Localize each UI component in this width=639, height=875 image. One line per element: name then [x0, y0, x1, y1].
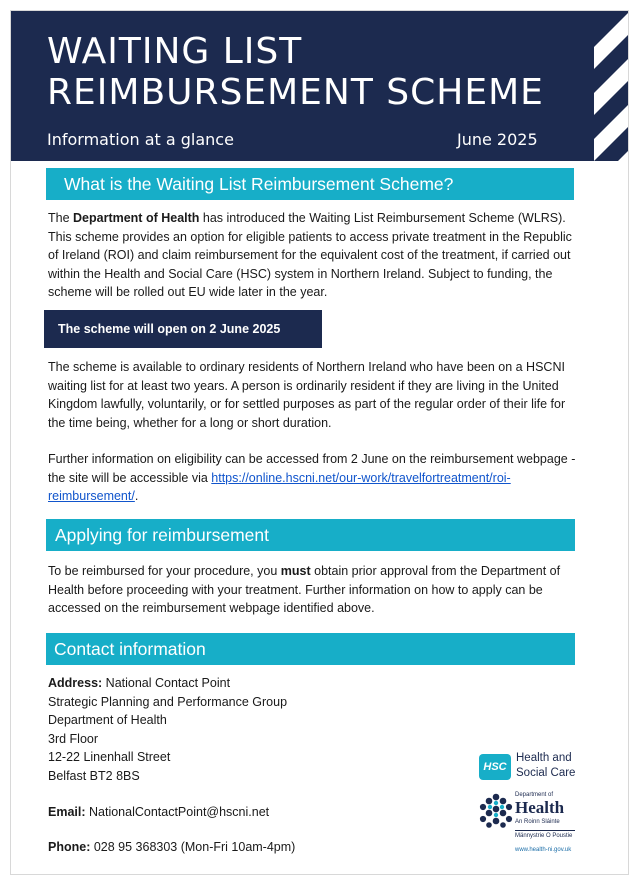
doh-logo-ulster-scots-text: Männystrie O Poustie: [515, 833, 573, 839]
document-page: [10, 10, 629, 875]
section-heading-contact: Contact information: [46, 633, 575, 665]
address-line: [48, 674, 287, 693]
eligibility-paragraph: The scheme is available to ordinary residents of Northern Ireland who have been on a HSCNI waiting list for at least two years. A person is ordinarily resident if they are living in the United Kingdom lawfully, voluntarily, or for settled purposes as part of the regular order of their life for the time being, whether for a long or short duration.: [48, 360, 566, 430]
section-heading-what-is: What is the Waiting List Reimbursement Scheme?: [46, 168, 574, 200]
address-line-1: National Contact Point: [102, 676, 231, 690]
intro-paragraph: [48, 209, 578, 302]
page-title: [47, 31, 544, 113]
opening-date-callout: The scheme will open on 2 June 2025: [44, 310, 322, 348]
doh-logo-url[interactable]: www.health-ni.gov.uk: [515, 847, 572, 853]
doh-logo-divider: [515, 830, 575, 831]
address-label: Address:: [48, 676, 103, 690]
hsc-logo-line-2: Social Care: [516, 767, 576, 779]
hsc-logo-text: [516, 751, 575, 781]
address-line-6: Belfast BT2 8BS: [48, 768, 140, 783]
applying-paragraph: [48, 562, 578, 618]
reimbursement-webpage-link[interactable]: https://online.hscni.net/our-work/travelfortreatment/roi-reimbursement/: [48, 470, 511, 503]
contact-address: [48, 674, 287, 785]
phone-value: 028 95 368303 (Mon-Fri 10am-4pm): [90, 840, 296, 854]
hexagon-cluster-icon: [479, 791, 513, 831]
issue-date: June 2025: [457, 130, 538, 149]
hsc-mark: HSC: [479, 754, 511, 780]
phone-label: Phone:: [48, 840, 91, 854]
applying-bold-must: must: [280, 564, 311, 578]
doh-logo-irish-text: An Roinn Sláinte: [515, 819, 560, 825]
diagonal-stripes-decoration: [570, 11, 629, 161]
further-info-period: .: [134, 489, 139, 503]
hsc-logo-line-1: Health and: [516, 752, 572, 764]
hsc-logo: [479, 751, 579, 785]
intro-text-end: has introduced the Waiting List Reimbursement Scheme (WLRS). This scheme provides an option for eligible patients to access private treatment in the Republic of Ireland (ROI) and claim reimbursement for the equivalent cost of the treatment, if carried out within the Health and Social Care (HSC) system in Northern Ireland. Subject to funding, the scheme will be rolled out EU wide later in the year.: [48, 211, 572, 299]
contact-email: [48, 805, 269, 819]
applying-text-start: To be reimbursed for your procedure, you: [48, 564, 281, 578]
applying-text-end: obtain prior approval from the Department of Health before proceeding with your treatment. Further information on how to apply can be accessed on the reimbursement webpage identified above.: [48, 564, 561, 615]
address-line-4: 3rd Floor: [48, 731, 99, 746]
email-label: Email:: [48, 805, 86, 819]
title-line-1: WAITING LIST: [47, 31, 303, 72]
department-of-health-logo: [479, 791, 589, 871]
title-line-2: REIMBURSEMENT SCHEME: [47, 72, 544, 113]
email-value[interactable]: NationalContactPoint@hscni.net: [85, 805, 270, 819]
header-banner: [11, 11, 629, 161]
address-line-5: 12-22 Linenhall Street: [48, 750, 171, 764]
contact-phone: [48, 840, 295, 854]
further-info-text: Further information on eligibility can be accessed from 2 June on the reimbursement webpage - the site will be accessible via: [48, 452, 576, 485]
further-info-paragraph: [48, 450, 578, 506]
address-line-2: Strategic Planning and Performance Group: [48, 694, 288, 709]
intro-bold-dept: Department of Health: [73, 211, 200, 225]
subtitle: Information at a glance: [47, 130, 234, 149]
address-line-3: Department of Health: [48, 713, 167, 727]
doh-logo-health-text: Health: [515, 798, 565, 817]
intro-text-start: The: [48, 211, 74, 225]
section-heading-applying: Applying for reimbursement: [46, 519, 575, 551]
doh-logo-small-text: Department of: [515, 792, 554, 798]
